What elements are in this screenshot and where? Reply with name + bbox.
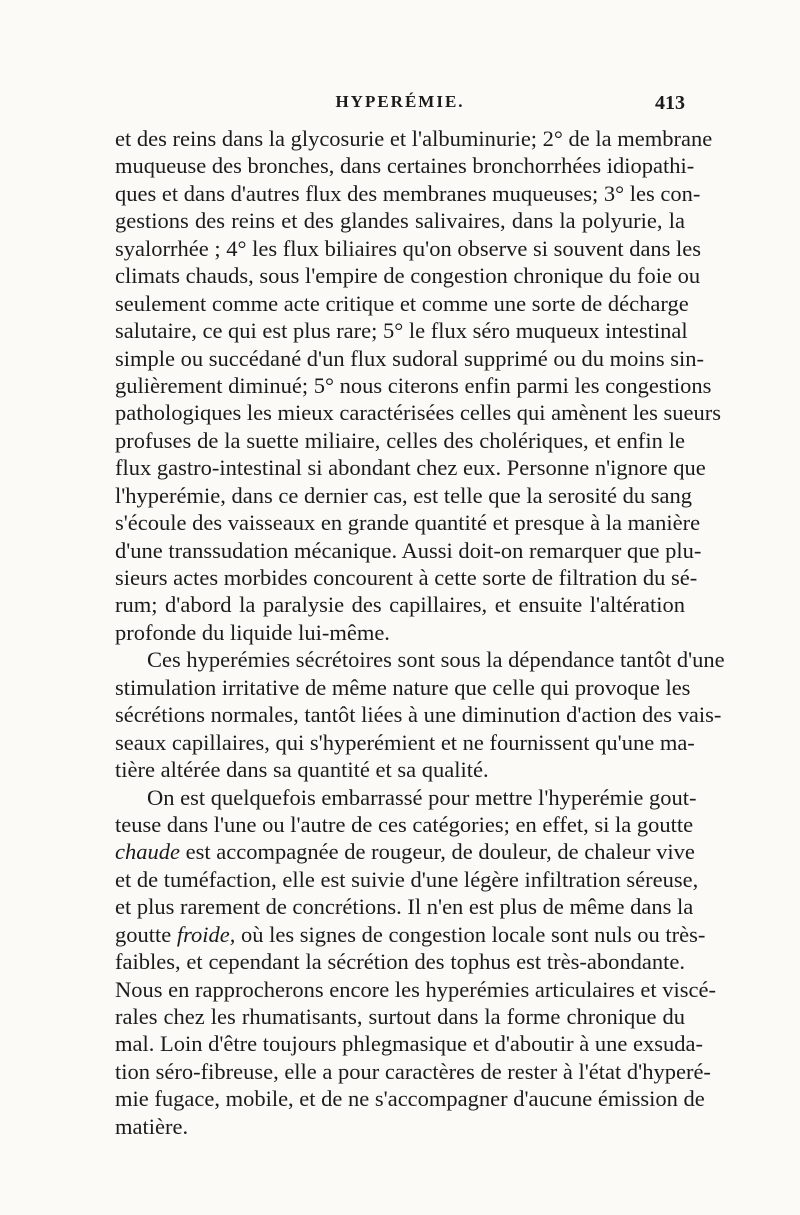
- text-line: Nous en rapprocherons encore les hyperémies articulaires et viscé-: [115, 976, 716, 1002]
- text-line: teuse dans l'une ou l'autre de ces catégories; en effet, si la goutte: [115, 811, 694, 837]
- text-line: salutaire, ce qui est plus rare; 5° le flux séro muqueux intestinal: [115, 318, 688, 344]
- text-line: syalorrhée ; 4° les flux biliaires qu'on observe si souvent dans les: [115, 235, 702, 261]
- text-line: et de tuméfaction, elle est suivie d'une légère infiltration séreuse,: [115, 866, 699, 892]
- running-head: [115, 92, 685, 122]
- text-line: d'une transsudation mécanique. Aussi doit-on remarquer que plu-: [115, 537, 702, 563]
- text-line: tion séro-fibreuse, elle a pour caractères de rester à l'état d'hyperé-: [115, 1058, 711, 1084]
- text-line: l'hyperémie, dans ce dernier cas, est telle que la serosité du sang: [115, 482, 692, 508]
- text-line: faibles, et cependant la sécrétion des tophus est très-abondante.: [115, 949, 685, 975]
- text-line: matière.: [115, 1113, 189, 1139]
- italic-word: froide,: [176, 921, 236, 947]
- text-run: est accompagnée de rougeur, de douleur, de chaleur vive: [179, 839, 695, 865]
- text-line: pathologiques les mieux caractérisées celles qui amènent les sueurs: [115, 400, 722, 426]
- paragraph-start-line: On est quelquefois embarrassé pour mettre l'hyperémie gout-: [147, 784, 697, 810]
- page-number: 413: [655, 92, 685, 114]
- text-line-italic: [115, 838, 695, 865]
- text-line: sécrétions normales, tantôt liées à une diminution d'action des vais-: [115, 702, 722, 728]
- text-line: stimulation irritative de même nature que celle qui provoque les: [115, 674, 691, 700]
- text-line: tière altérée dans sa quantité et sa qualité.: [115, 757, 489, 783]
- text-line: gulièrement diminué; 5° nous citerons enfin parmi les congestions: [115, 372, 712, 398]
- text-line: sieurs actes morbides concourent à cette sorte de filtration du sé-: [115, 565, 698, 590]
- text-line: climats chauds, sous l'empire de congestion chronique du foie ou: [115, 263, 701, 289]
- text-line: gestions des reins et des glandes salivaires, dans la polyurie, la: [115, 208, 685, 234]
- text-line: muqueuse des bronches, dans certaines bronchorrhées idiopathi-: [115, 153, 695, 179]
- text-line: profonde du liquide lui-même.: [115, 619, 390, 645]
- text-run: où les signes de congestion locale sont nuls ou très-: [235, 921, 706, 947]
- italic-word: chaude: [115, 839, 180, 865]
- text-line: ques et dans d'autres flux des membranes muqueuses; 3° les con-: [115, 180, 701, 206]
- text-line: simple ou succédané d'un flux sudoral supprimé ou du moins sin-: [115, 345, 704, 371]
- text-line: seulement comme acte critique et comme une sorte de décharge: [115, 290, 689, 316]
- text-line: rum; d'abord la paralysie des capillaires, et ensuite l'altération: [115, 592, 685, 618]
- paragraph-start-line: Ces hyperémies sécrétoires sont sous la dépendance tantôt d'une: [147, 647, 725, 673]
- text-line-italic: [115, 921, 706, 948]
- text-line: flux gastro-intestinal si abondant chez eux. Personne n'ignore que: [115, 455, 706, 481]
- running-title: HYPERÉMIE.: [335, 92, 465, 111]
- text-run: goutte: [115, 921, 177, 947]
- body-text: [115, 125, 725, 1140]
- text-line: et plus rarement de concrétions. Il n'en est plus de même dans la: [115, 894, 694, 920]
- text-line: rales chez les rhumatisants, surtout dans la forme chronique du: [115, 1004, 685, 1029]
- text-line: s'écoule des vaisseaux en grande quantité et presque à la manière: [115, 510, 701, 536]
- text-line: seaux capillaires, qui s'hyperémient et ne fournissent qu'une ma-: [115, 729, 695, 755]
- text-line: profuses de la suette miliaire, celles des cholériques, et enfin le: [115, 427, 685, 453]
- text-line: mie fugace, mobile, et de ne s'accompagner d'aucune émission de: [115, 1086, 705, 1112]
- text-line: et des reins dans la glycosurie et l'albuminurie; 2° de la membrane: [115, 126, 713, 151]
- text-line: mal. Loin d'être toujours phlegmasique et d'aboutir à une exsuda-: [115, 1031, 703, 1057]
